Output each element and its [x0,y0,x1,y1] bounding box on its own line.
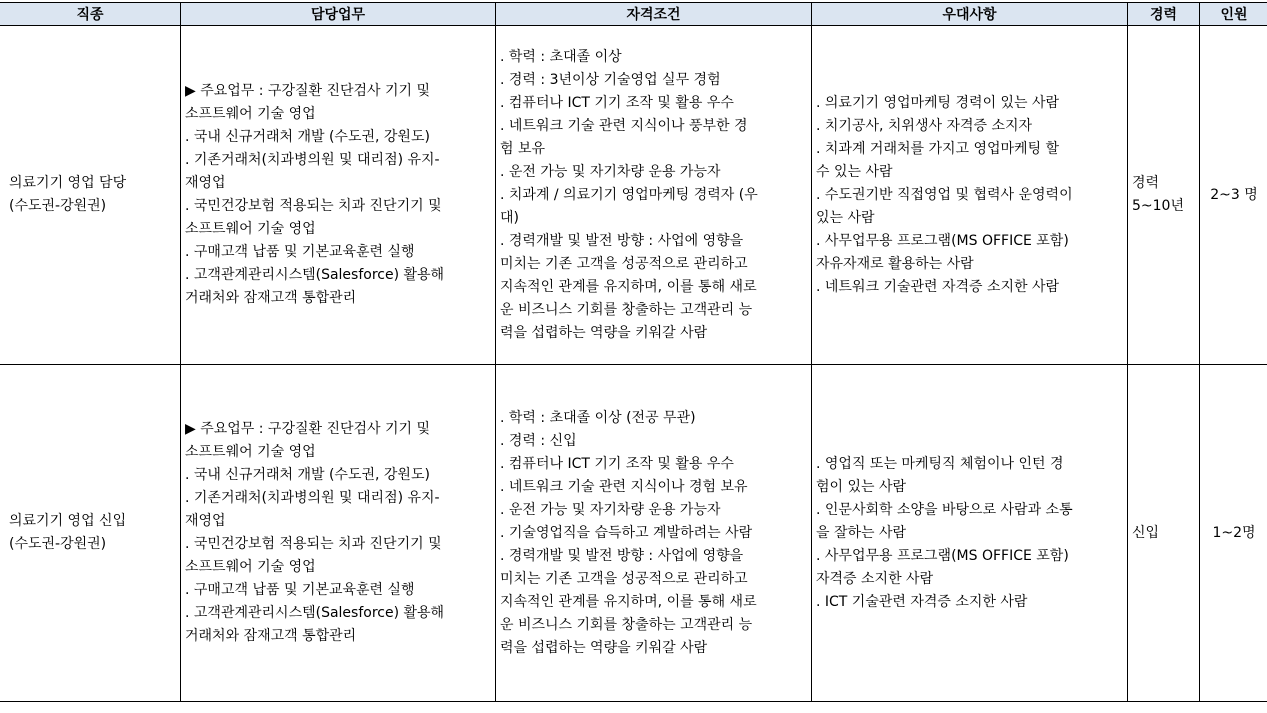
duties-line: . 기존거래처(치과병의원 및 대리점) 유지- [185,490,440,506]
qualification-line: 지속적인 관계를 유지하며, 이를 통해 새로 [500,593,757,610]
duties-line: ▶ 주요업무 : 구강질환 진단검사 기기 및 [185,421,431,437]
duties-line: . 국내 신규거래처 개발 (수도권, 강원도) [185,467,430,483]
job-line: (수도권-강원권) [9,198,107,214]
headcount-value: 1~2명 [1212,524,1256,541]
preferred-line: . ICT 기술관련 자격증 소지한 사람 [816,593,1028,610]
preferred-line: . 치기공사, 치위생사 자격증 소지자 [816,117,1033,134]
qualification-line: . 학력 : 초대졸 이상 [500,48,622,65]
duties-line: 거래처와 잠재고객 통합관리 [185,628,357,644]
preferred-cell[interactable] [812,26,1128,365]
job-line: (수도권-강원권) [9,536,107,552]
duties-cell[interactable] [181,26,496,365]
header-preferred[interactable]: 우대사항 [812,3,1128,26]
job-line: 의료기기 영업 신입 [9,513,127,529]
preferred-line: 험이 있는 사람 [816,478,907,495]
job-cell[interactable] [0,26,181,365]
table-row [0,26,1267,365]
job-posting-table [0,2,1267,702]
duties-line: . 구매고객 납품 및 기본교육훈련 실행 [185,244,415,260]
duties-line: . 고객관계관리시스템(Salesforce) 활용해 [185,605,445,621]
header-duties[interactable]: 담당업무 [181,3,496,26]
qualification-line: 대) [500,209,519,226]
qualification-line: . 학력 : 초대졸 이상 (전공 무관) [500,409,696,426]
qualification-line: . 경력개발 및 발전 방향 : 사업에 영향을 [500,547,744,564]
preferred-line: . 치과계 거래처를 가지고 영업마케팅 할 [816,140,1060,157]
qualification-line: . 컴퓨터나 ICT 기기 조작 및 활용 우수 [500,455,734,472]
qualification-line: 미치는 기존 고객을 성공적으로 관리하고 [500,255,748,272]
experience-line: 5~10년 [1132,198,1184,214]
preferred-line: 있는 사람 [816,209,875,226]
experience-line: 경력 [1132,175,1160,191]
table-row [0,365,1267,702]
qualification-line: . 네트워크 기술 관련 지식이나 경험 보유 [500,478,748,495]
qualification-line: . 기술영업직을 습득하고 계발하려는 사람 [500,524,753,541]
preferred-cell[interactable] [812,365,1128,702]
qualification-line: 운 비즈니스 기회를 창출하는 고객관리 능 [500,301,753,318]
header-job[interactable]: 직종 [0,3,181,26]
duties-line: . 구매고객 납품 및 기본교육훈련 실행 [185,582,415,598]
experience-cell[interactable] [1128,26,1200,365]
duties-line: . 국내 신규거래처 개발 (수도권, 강원도) [185,129,430,145]
header-qualifications[interactable]: 자격조건 [496,3,812,26]
preferred-line: 수 있는 사람 [816,163,893,180]
preferred-line: . 사무업무용 프로그램(MS OFFICE 포함) [816,232,1069,249]
duties-line: . 국민건강보험 적용되는 치과 진단기기 및 [185,536,442,552]
preferred-line: 자유자재로 활용하는 사람 [816,255,974,272]
qualification-line: 험 보유 [500,140,546,157]
preferred-line: . 네트워크 기술관련 자격증 소지한 사람 [816,278,1060,295]
duties-line: ▶ 주요업무 : 구강질환 진단검사 기기 및 [185,83,431,99]
experience-line: 신입 [1132,524,1160,541]
duties-line: 소프트웨어 기술 영업 [185,221,316,237]
preferred-line: . 영업직 또는 마케팅직 체험이나 인턴 경 [816,455,1064,472]
headcount-cell[interactable] [1200,26,1267,365]
qualifications-cell[interactable] [496,365,812,702]
preferred-line: . 사무업무용 프로그램(MS OFFICE 포함) [816,547,1069,564]
duties-line: 소프트웨어 기술 영업 [185,444,316,460]
preferred-line: 을 잘하는 사람 [816,524,907,541]
duties-line: 소프트웨어 기술 영업 [185,106,316,122]
qualification-line: 지속적인 관계를 유지하며, 이를 통해 새로 [500,278,757,295]
duties-line: 거래처와 잠재고객 통합관리 [185,290,357,306]
qualification-line: . 경력개발 및 발전 방향 : 사업에 영향을 [500,232,744,249]
qualification-line: . 컴퓨터나 ICT 기기 조작 및 활용 우수 [500,94,734,111]
header-experience[interactable]: 경력 [1128,3,1200,26]
duties-line: . 고객관계관리시스템(Salesforce) 활용해 [185,267,445,283]
qualification-line: . 운전 가능 및 자기차량 운용 가능자 [500,501,721,518]
experience-cell[interactable] [1128,365,1200,702]
header-headcount[interactable]: 인원 [1200,3,1267,26]
duties-line: 재영업 [185,175,226,191]
qualification-line: . 경력 : 신입 [500,432,577,449]
preferred-line: . 수도권기반 직접영업 및 협력사 운영력이 [816,186,1073,203]
qualification-line: . 운전 가능 및 자기차량 운용 가능자 [500,163,721,180]
header-row [0,3,1267,26]
qualification-line: 력을 섭렵하는 역량을 키워갈 사람 [500,639,708,656]
qualification-line: 력을 섭렵하는 역량을 키워갈 사람 [500,324,708,341]
duties-cell[interactable] [181,365,496,702]
headcount-cell[interactable] [1200,365,1267,702]
duties-line: 소프트웨어 기술 영업 [185,559,316,575]
job-line: 의료기기 영업 담당 [9,175,127,191]
preferred-line: . 의료기기 영업마케팅 경력이 있는 사람 [816,94,1060,111]
duties-line: 재영업 [185,513,226,529]
job-cell[interactable] [0,365,181,702]
qualification-line: . 네트워크 기술 관련 지식이나 풍부한 경 [500,117,748,134]
headcount-value: 2~3 명 [1210,186,1258,203]
duties-line: . 기존거래처(치과병의원 및 대리점) 유지- [185,152,440,168]
preferred-line: . 인문사회학 소양을 바탕으로 사람과 소통 [816,501,1073,518]
preferred-line: 자격증 소지한 사람 [816,570,934,587]
duties-line: . 국민건강보험 적용되는 치과 진단기기 및 [185,198,442,214]
qualification-line: 미치는 기존 고객을 성공적으로 관리하고 [500,570,748,587]
qualification-line: . 치과계 / 의료기기 영업마케팅 경력자 (우 [500,186,758,203]
qualification-line: . 경력 : 3년이상 기술영업 실무 경험 [500,71,721,88]
qualifications-cell[interactable] [496,26,812,365]
qualification-line: 운 비즈니스 기회를 창출하는 고객관리 능 [500,616,753,633]
